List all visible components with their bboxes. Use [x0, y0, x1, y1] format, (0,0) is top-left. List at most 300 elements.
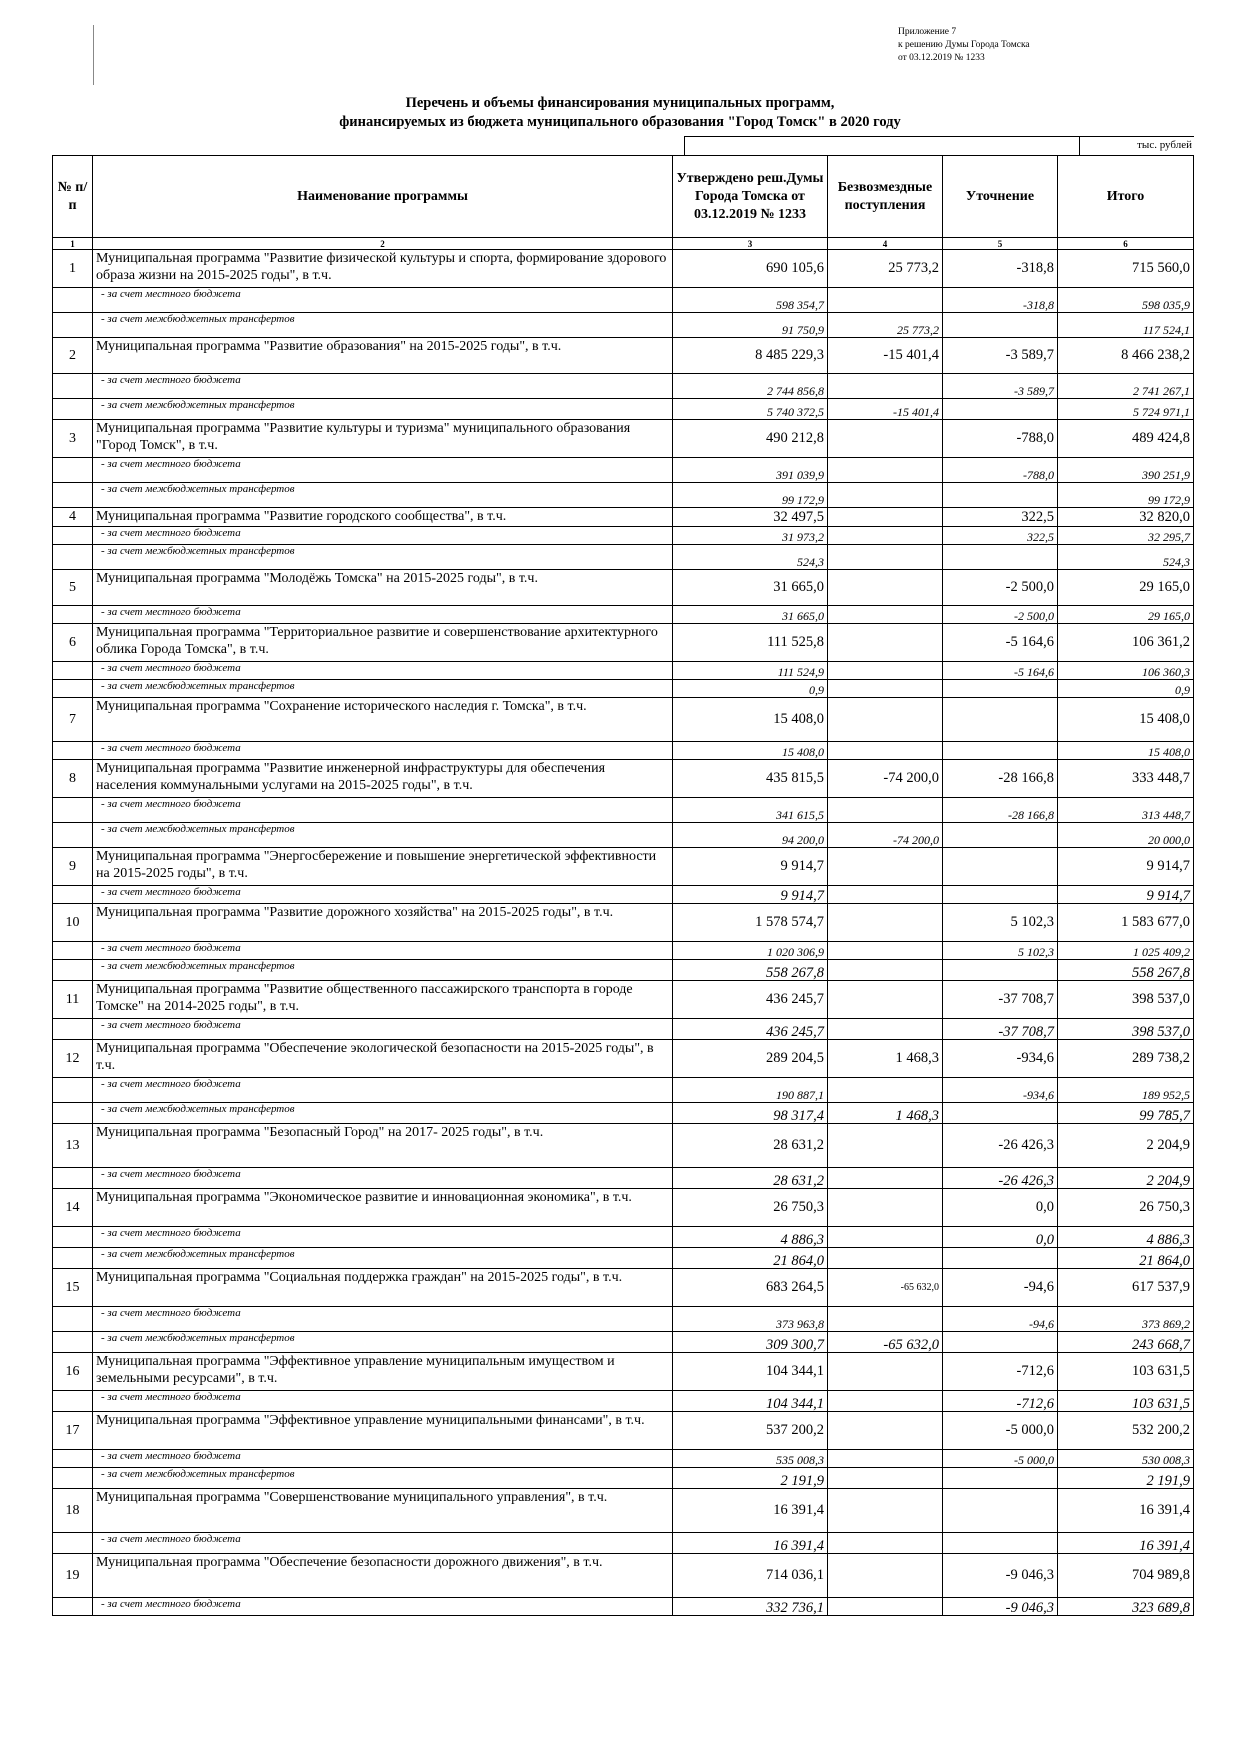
program-approved: 28 631,2	[673, 1124, 828, 1168]
program-total: 16 391,4	[1058, 1489, 1194, 1533]
funding-source-row	[53, 1450, 1194, 1468]
program-name: Муниципальная программа "Обеспечение безопасности дорожного движения", в т.ч.	[93, 1554, 673, 1598]
empty-cell	[53, 1533, 93, 1554]
program-total: 26 750,3	[1058, 1189, 1194, 1227]
program-name: Муниципальная программа "Развитие физической культуры и спорта, формирование здорового образа жизни на 2015-2025 годы", в т.ч.	[93, 250, 673, 288]
program-total: 1 583 677,0	[1058, 904, 1194, 942]
program-name: Муниципальная программа "Развитие городского сообщества", в т.ч.	[93, 508, 673, 527]
funding-source-label: - за счет местного бюджета	[93, 606, 673, 624]
program-approved: 104 344,1	[673, 1353, 828, 1391]
funding-source-label: - за счет межбюджетных трансфертов	[93, 313, 673, 338]
program-approved: 683 264,5	[673, 1269, 828, 1307]
funding-clarification: -3 589,7	[943, 374, 1058, 399]
empty-cell	[53, 1391, 93, 1412]
program-total: 106 361,2	[1058, 624, 1194, 662]
funding-approved: 31 665,0	[673, 606, 828, 624]
empty-cell	[53, 1248, 93, 1269]
funding-grants: -74 200,0	[828, 823, 943, 848]
funding-total: 4 886,3	[1058, 1227, 1194, 1248]
program-number: 16	[53, 1353, 93, 1391]
funding-source-label: - за счет местного бюджета	[93, 374, 673, 399]
funding-grants: 25 773,2	[828, 313, 943, 338]
program-clarification: -94,6	[943, 1269, 1058, 1307]
funding-grants	[828, 374, 943, 399]
program-clarification: -788,0	[943, 420, 1058, 458]
funding-clarification: -5 164,6	[943, 662, 1058, 680]
funding-source-label: - за счет местного бюджета	[93, 1078, 673, 1103]
funding-source-label: - за счет межбюджетных трансфертов	[93, 960, 673, 981]
program-name: Муниципальная программа "Обеспечение экологической безопасности на 2015-2025 годы", в т.ч.	[93, 1040, 673, 1078]
funding-source-row	[53, 886, 1194, 904]
program-row	[53, 1124, 1194, 1168]
program-grants: -65 632,0	[828, 1269, 943, 1307]
program-grants: -15 401,4	[828, 338, 943, 374]
funding-grants	[828, 1533, 943, 1554]
empty-cell	[53, 1307, 93, 1332]
empty-cell	[53, 823, 93, 848]
funding-total: 29 165,0	[1058, 606, 1194, 624]
funding-approved: 391 039,9	[673, 458, 828, 483]
funding-source-label: - за счет местного бюджета	[93, 1227, 673, 1248]
empty-cell	[53, 374, 93, 399]
program-grants	[828, 1353, 943, 1391]
funding-clarification	[943, 399, 1058, 420]
funding-grants	[828, 1227, 943, 1248]
funding-approved: 16 391,4	[673, 1533, 828, 1554]
funding-source-label: - за счет местного бюджета	[93, 886, 673, 904]
program-grants	[828, 1554, 943, 1598]
funding-clarification	[943, 1533, 1058, 1554]
funding-source-row	[53, 1248, 1194, 1269]
empty-cell	[53, 1019, 93, 1040]
title-line-1: Перечень и объемы финансирования муниципальных программ,	[405, 95, 835, 111]
empty-cell	[53, 458, 93, 483]
funding-clarification: 322,5	[943, 527, 1058, 545]
program-grants	[828, 1124, 943, 1168]
program-number: 19	[53, 1554, 93, 1598]
funding-source-row	[53, 313, 1194, 338]
funding-clarification	[943, 1468, 1058, 1489]
program-approved: 9 914,7	[673, 848, 828, 886]
program-clarification: 5 102,3	[943, 904, 1058, 942]
empty-cell	[53, 1168, 93, 1189]
funding-source-row	[53, 399, 1194, 420]
funding-approved: 190 887,1	[673, 1078, 828, 1103]
funding-clarification	[943, 680, 1058, 698]
funding-source-label: - за счет межбюджетных трансфертов	[93, 483, 673, 508]
program-clarification: 322,5	[943, 508, 1058, 527]
program-approved: 15 408,0	[673, 698, 828, 742]
program-grants	[828, 848, 943, 886]
program-number: 13	[53, 1124, 93, 1168]
empty-cell	[53, 662, 93, 680]
funding-grants	[828, 527, 943, 545]
funding-total: 99 172,9	[1058, 483, 1194, 508]
empty-cell	[53, 942, 93, 960]
funding-approved: 98 317,4	[673, 1103, 828, 1124]
funding-clarification	[943, 1103, 1058, 1124]
program-row	[53, 981, 1194, 1019]
empty-cell	[53, 1598, 93, 1616]
column-number: 4	[828, 238, 943, 250]
column-number: 1	[53, 238, 93, 250]
empty-cell	[53, 886, 93, 904]
funding-total: 16 391,4	[1058, 1533, 1194, 1554]
empty-cell	[53, 1078, 93, 1103]
program-number: 8	[53, 760, 93, 798]
empty-cell	[53, 1227, 93, 1248]
funding-source-label: - за счет местного бюджета	[93, 1450, 673, 1468]
program-number: 1	[53, 250, 93, 288]
funding-total: 598 035,9	[1058, 288, 1194, 313]
funding-approved: 598 354,7	[673, 288, 828, 313]
program-row	[53, 1554, 1194, 1598]
program-approved: 1 578 574,7	[673, 904, 828, 942]
funding-source-row	[53, 680, 1194, 698]
funding-source-label: - за счет местного бюджета	[93, 798, 673, 823]
program-row	[53, 904, 1194, 942]
program-grants	[828, 981, 943, 1019]
funding-total: 373 869,2	[1058, 1307, 1194, 1332]
program-grants	[828, 1489, 943, 1533]
funding-source-row	[53, 1598, 1194, 1616]
funding-grants	[828, 680, 943, 698]
program-number: 3	[53, 420, 93, 458]
program-name: Муниципальная программа "Экономическое развитие и инновационная экономика", в т.ч.	[93, 1189, 673, 1227]
program-row	[53, 1040, 1194, 1078]
program-row	[53, 338, 1194, 374]
funding-source-label: - за счет межбюджетных трансфертов	[93, 399, 673, 420]
appendix-line-3: от 03.12.2019 № 1233	[898, 53, 985, 63]
funding-grants	[828, 1307, 943, 1332]
funding-grants	[828, 1248, 943, 1269]
funding-grants	[828, 458, 943, 483]
column-number-row	[53, 238, 1194, 250]
program-number: 4	[53, 508, 93, 527]
program-number: 9	[53, 848, 93, 886]
header-clarification: Уточнение	[943, 156, 1058, 238]
funding-clarification: -934,6	[943, 1078, 1058, 1103]
funding-approved: 91 750,9	[673, 313, 828, 338]
funding-approved: 535 008,3	[673, 1450, 828, 1468]
funding-approved: 341 615,5	[673, 798, 828, 823]
funding-source-row	[53, 742, 1194, 760]
title-line-2: финансируемых из бюджета муниципального образования "Город Томск" в 2020 году	[339, 114, 901, 130]
funding-approved: 104 344,1	[673, 1391, 828, 1412]
funding-total: 390 251,9	[1058, 458, 1194, 483]
program-grants	[828, 624, 943, 662]
funding-grants	[828, 606, 943, 624]
funding-grants: -65 632,0	[828, 1332, 943, 1353]
funding-clarification: -28 166,8	[943, 798, 1058, 823]
funding-source-label: - за счет местного бюджета	[93, 458, 673, 483]
program-grants	[828, 570, 943, 606]
program-approved: 537 200,2	[673, 1412, 828, 1450]
program-row	[53, 570, 1194, 606]
program-row	[53, 1353, 1194, 1391]
column-number: 3	[673, 238, 828, 250]
program-name: Муниципальная программа "Развитие инженерной инфраструктуры для обеспечения населения коммунальными услугами на 2015-2025 годы", в т.ч.	[93, 760, 673, 798]
empty-cell	[53, 1103, 93, 1124]
funding-grants	[828, 742, 943, 760]
funding-total: 5 724 971,1	[1058, 399, 1194, 420]
program-row	[53, 250, 1194, 288]
funding-source-label: - за счет межбюджетных трансфертов	[93, 1468, 673, 1489]
program-approved: 8 485 229,3	[673, 338, 828, 374]
funding-clarification	[943, 1248, 1058, 1269]
funding-total: 558 267,8	[1058, 960, 1194, 981]
program-total: 29 165,0	[1058, 570, 1194, 606]
program-approved: 714 036,1	[673, 1554, 828, 1598]
funding-approved: 436 245,7	[673, 1019, 828, 1040]
program-name: Муниципальная программа "Сохранение исторического наследия г. Томска", в т.ч.	[93, 698, 673, 742]
program-clarification: -934,6	[943, 1040, 1058, 1078]
programs-body	[53, 250, 1194, 1616]
funding-approved: 373 963,8	[673, 1307, 828, 1332]
program-total: 715 560,0	[1058, 250, 1194, 288]
funding-source-label: - за счет местного бюджета	[93, 1391, 673, 1412]
funding-source-label: - за счет местного бюджета	[93, 742, 673, 760]
funding-source-row	[53, 798, 1194, 823]
appendix-note	[898, 26, 1030, 65]
funding-approved: 94 200,0	[673, 823, 828, 848]
funding-total: 20 000,0	[1058, 823, 1194, 848]
funding-total: 32 295,7	[1058, 527, 1194, 545]
column-number: 6	[1058, 238, 1194, 250]
program-clarification: -712,6	[943, 1353, 1058, 1391]
funding-source-row	[53, 1332, 1194, 1353]
program-name: Муниципальная программа "Эффективное управление муниципальными финансами", в т.ч.	[93, 1412, 673, 1450]
program-row	[53, 1189, 1194, 1227]
program-row	[53, 848, 1194, 886]
empty-cell	[53, 399, 93, 420]
funding-source-label: - за счет местного бюджета	[93, 662, 673, 680]
funding-total: 189 952,5	[1058, 1078, 1194, 1103]
funding-grants	[828, 483, 943, 508]
program-total: 532 200,2	[1058, 1412, 1194, 1450]
funding-total: 99 785,7	[1058, 1103, 1194, 1124]
funding-source-row	[53, 662, 1194, 680]
funding-source-row	[53, 1533, 1194, 1554]
funding-approved: 309 300,7	[673, 1332, 828, 1353]
program-name: Муниципальная программа "Территориальное развитие и совершенствование архитектурного облика Города Томска", в т.ч.	[93, 624, 673, 662]
program-approved: 111 525,8	[673, 624, 828, 662]
funding-source-row	[53, 942, 1194, 960]
funding-clarification	[943, 1332, 1058, 1353]
program-row	[53, 420, 1194, 458]
funding-clarification: -26 426,3	[943, 1168, 1058, 1189]
funding-total: 21 864,0	[1058, 1248, 1194, 1269]
programs-table	[52, 155, 1194, 1616]
program-approved: 32 497,5	[673, 508, 828, 527]
funding-total: 117 524,1	[1058, 313, 1194, 338]
funding-approved: 4 886,3	[673, 1227, 828, 1248]
empty-cell	[53, 288, 93, 313]
funding-approved: 1 020 306,9	[673, 942, 828, 960]
program-row	[53, 1489, 1194, 1533]
column-number: 5	[943, 238, 1058, 250]
funding-approved: 5 740 372,5	[673, 399, 828, 420]
header-row	[53, 156, 1194, 238]
program-clarification: -5 164,6	[943, 624, 1058, 662]
funding-source-row	[53, 288, 1194, 313]
program-approved: 436 245,7	[673, 981, 828, 1019]
program-row	[53, 508, 1194, 527]
appendix-line-1: Приложение 7	[898, 27, 957, 37]
funding-source-label: - за счет межбюджетных трансфертов	[93, 1248, 673, 1269]
program-total: 333 448,7	[1058, 760, 1194, 798]
units-row	[684, 136, 1194, 156]
funding-total: 2 741 267,1	[1058, 374, 1194, 399]
empty-cell	[53, 680, 93, 698]
units-label: тыс. рублей	[1137, 139, 1192, 151]
funding-total: 398 537,0	[1058, 1019, 1194, 1040]
header-grants: Безвозмездные поступления	[828, 156, 943, 238]
funding-source-label: - за счет межбюджетных трансфертов	[93, 1103, 673, 1124]
program-number: 12	[53, 1040, 93, 1078]
document-title	[0, 94, 1240, 132]
funding-grants	[828, 545, 943, 570]
program-number: 10	[53, 904, 93, 942]
funding-source-label: - за счет местного бюджета	[93, 527, 673, 545]
program-number: 18	[53, 1489, 93, 1533]
program-clarification: -26 426,3	[943, 1124, 1058, 1168]
funding-clarification: -94,6	[943, 1307, 1058, 1332]
program-grants: 25 773,2	[828, 250, 943, 288]
funding-total: 2 191,9	[1058, 1468, 1194, 1489]
funding-source-label: - за счет межбюджетных трансфертов	[93, 680, 673, 698]
program-number: 17	[53, 1412, 93, 1450]
funding-grants	[828, 960, 943, 981]
program-grants	[828, 904, 943, 942]
program-clarification: 0,0	[943, 1189, 1058, 1227]
funding-clarification	[943, 742, 1058, 760]
funding-total: 243 668,7	[1058, 1332, 1194, 1353]
empty-cell	[53, 483, 93, 508]
program-name: Муниципальная программа "Молодёжь Томска" на 2015-2025 годы", в т.ч.	[93, 570, 673, 606]
header-total: Итого	[1058, 156, 1194, 238]
program-row	[53, 760, 1194, 798]
program-name: Муниципальная программа "Развитие культуры и туризма" муниципального образования "Город Томск", в т.ч.	[93, 420, 673, 458]
funding-grants	[828, 1168, 943, 1189]
program-number: 5	[53, 570, 93, 606]
empty-cell	[53, 606, 93, 624]
program-row	[53, 624, 1194, 662]
funding-approved: 2 191,9	[673, 1468, 828, 1489]
program-approved: 690 105,6	[673, 250, 828, 288]
program-total: 9 914,7	[1058, 848, 1194, 886]
funding-source-row	[53, 483, 1194, 508]
program-total: 704 989,8	[1058, 1554, 1194, 1598]
program-clarification: -28 166,8	[943, 760, 1058, 798]
funding-source-label: - за счет межбюджетных трансфертов	[93, 1332, 673, 1353]
funding-source-row	[53, 458, 1194, 483]
funding-total: 103 631,5	[1058, 1391, 1194, 1412]
program-number: 7	[53, 698, 93, 742]
program-approved: 490 212,8	[673, 420, 828, 458]
funding-source-row	[53, 1307, 1194, 1332]
funding-total: 323 689,8	[1058, 1598, 1194, 1616]
margin-line	[93, 25, 94, 85]
funding-source-label: - за счет местного бюджета	[93, 1019, 673, 1040]
funding-approved: 332 736,1	[673, 1598, 828, 1616]
program-total: 32 820,0	[1058, 508, 1194, 527]
program-row	[53, 1269, 1194, 1307]
empty-cell	[53, 1468, 93, 1489]
funding-clarification: -9 046,3	[943, 1598, 1058, 1616]
program-clarification	[943, 1489, 1058, 1533]
program-number: 2	[53, 338, 93, 374]
funding-approved: 31 973,2	[673, 527, 828, 545]
funding-source-label: - за счет местного бюджета	[93, 942, 673, 960]
funding-source-row	[53, 1227, 1194, 1248]
empty-cell	[53, 527, 93, 545]
funding-grants: 1 468,3	[828, 1103, 943, 1124]
funding-source-row	[53, 1168, 1194, 1189]
funding-approved: 28 631,2	[673, 1168, 828, 1189]
funding-grants	[828, 288, 943, 313]
funding-source-row	[53, 1468, 1194, 1489]
empty-cell	[53, 798, 93, 823]
program-clarification: -3 589,7	[943, 338, 1058, 374]
funding-approved: 558 267,8	[673, 960, 828, 981]
program-approved: 31 665,0	[673, 570, 828, 606]
funding-source-label: - за счет местного бюджета	[93, 288, 673, 313]
funding-total: 313 448,7	[1058, 798, 1194, 823]
program-name: Муниципальная программа "Развитие дорожного хозяйства" на 2015-2025 годы", в т.ч.	[93, 904, 673, 942]
header-num: № п/п	[53, 156, 93, 238]
program-name: Муниципальная программа "Социальная поддержка граждан" на 2015-2025 годы", в т.ч.	[93, 1269, 673, 1307]
funding-approved: 15 408,0	[673, 742, 828, 760]
program-row	[53, 698, 1194, 742]
funding-grants	[828, 1391, 943, 1412]
program-total: 398 537,0	[1058, 981, 1194, 1019]
funding-approved: 21 864,0	[673, 1248, 828, 1269]
funding-source-row	[53, 527, 1194, 545]
funding-grants	[828, 1450, 943, 1468]
header-approved: Утверждено реш.Думы Города Томска от 03.12.2019 № 1233	[673, 156, 828, 238]
funding-source-label: - за счет местного бюджета	[93, 1598, 673, 1616]
program-name: Муниципальная программа "Энергосбережение и повышение энергетической эффективности на 2015-2025 годы", в т.ч.	[93, 848, 673, 886]
funding-source-row	[53, 1078, 1194, 1103]
program-clarification: -9 046,3	[943, 1554, 1058, 1598]
funding-grants	[828, 1078, 943, 1103]
program-clarification: -5 000,0	[943, 1412, 1058, 1450]
funding-clarification	[943, 483, 1058, 508]
program-total: 489 424,8	[1058, 420, 1194, 458]
funding-source-row	[53, 960, 1194, 981]
program-grants	[828, 1189, 943, 1227]
funding-approved: 9 914,7	[673, 886, 828, 904]
funding-source-row	[53, 1391, 1194, 1412]
funding-grants	[828, 1019, 943, 1040]
header-name: Наименование программы	[93, 156, 673, 238]
program-grants	[828, 698, 943, 742]
program-clarification	[943, 848, 1058, 886]
program-total: 103 631,5	[1058, 1353, 1194, 1391]
funding-approved: 0,9	[673, 680, 828, 698]
program-total: 2 204,9	[1058, 1124, 1194, 1168]
funding-clarification: -788,0	[943, 458, 1058, 483]
empty-cell	[53, 545, 93, 570]
program-grants	[828, 420, 943, 458]
program-approved: 16 391,4	[673, 1489, 828, 1533]
program-approved: 435 815,5	[673, 760, 828, 798]
funding-total: 1 025 409,2	[1058, 942, 1194, 960]
funding-source-row	[53, 374, 1194, 399]
program-approved: 26 750,3	[673, 1189, 828, 1227]
program-clarification	[943, 698, 1058, 742]
